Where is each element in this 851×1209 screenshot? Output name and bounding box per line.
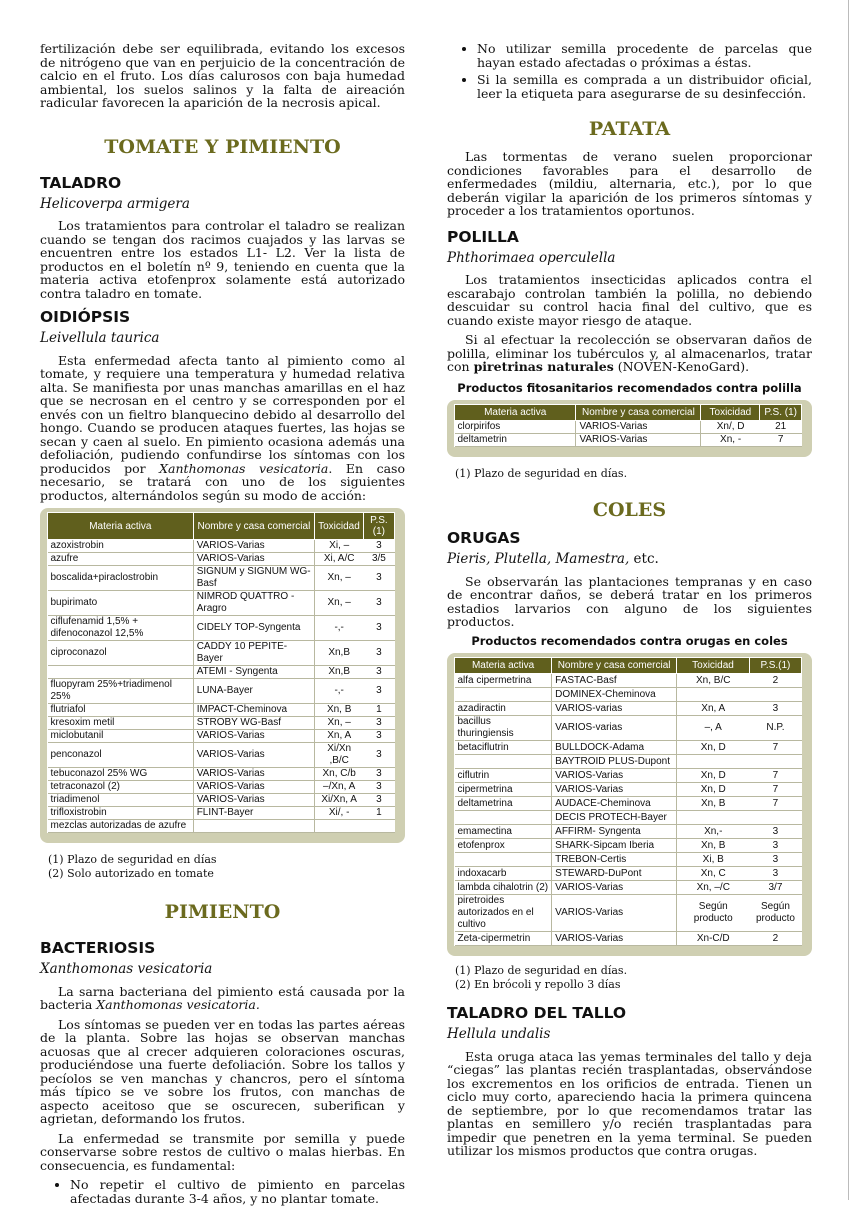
table-cell: VARIOS-Varias: [552, 783, 677, 797]
table-cell: mezclas autorizadas de azufre: [48, 820, 194, 833]
table-cell: VARIOS-Varias: [193, 553, 314, 566]
table-cell: ciproconazol: [48, 641, 194, 666]
oidiopsis-paragraph: Esta enfermedad afecta tanto al pimiento como al tomate, y requiere una temperatura y humedad relativa alta. Se manifiesta por unas manchas amarillas en el haz que se necrosan en el centro y se corresponden por el envés con un fieltro blanquecino debido al desarrollo del hongo. Cuando se producen ataques fuertes, las hojas se secan y caen al suelo. En pimiento ocasiona además una defoliación, pudiendo confundirse los síntomas con los producidos por Xanthomonas vesicatoria. En caso necesario, se tratará con uno de los siguientes productos, alternándolos según su modo de acción:: [40, 352, 405, 503]
table-cell: Xn, B: [677, 797, 750, 811]
table-header-cell: Toxicidad: [315, 513, 364, 540]
table-cell: Xi, B: [677, 853, 750, 867]
oidiopsis-products-table: [47, 512, 395, 833]
table-header-cell: Nombre y casa comercial: [576, 405, 701, 421]
table-row: [48, 743, 395, 768]
table-row: [48, 666, 395, 679]
table-row: [455, 421, 802, 434]
table-row: [48, 540, 395, 553]
table-row: [455, 769, 802, 783]
table-cell: Xn, –: [315, 591, 364, 616]
table-cell: Xn, C: [677, 867, 750, 881]
table-cell: Según producto: [749, 895, 801, 932]
table-cell: 3: [363, 768, 394, 781]
table-cell: 2: [749, 674, 801, 688]
table3-note-2: (2) En brócoli y repollo 3 días: [455, 978, 621, 991]
table-row: [48, 591, 395, 616]
italic-xanthomonas: Xanthomonas vesicatoria: [159, 460, 329, 476]
latin-pieris: Pieris, Plutella, Mamestra, etc.: [447, 551, 659, 567]
table-cell: Xn, –/C: [677, 881, 750, 895]
table-cell: bupirimato: [48, 591, 194, 616]
polilla-paragraph-2: Si al efectuar la recolección se observaran daños de polilla, eliminar los tubérculos y, al almacenarlos, tratar con piretrinas naturales (NOVEN-KenoGard).: [447, 332, 812, 374]
table-cell: deltametrina: [455, 797, 552, 811]
table-row: [455, 741, 802, 755]
table-cell: Xn, B/C: [677, 674, 750, 688]
table-cell: BAYTROID PLUS-Dupont: [552, 755, 677, 769]
latin-helicoverpa: Helicoverpa armigera: [40, 195, 190, 212]
table-cell: 3: [749, 853, 801, 867]
table-cell: azoxistrobin: [48, 540, 194, 553]
table-row: [48, 553, 395, 566]
left-column: [40, 42, 405, 1209]
table-row: [455, 755, 802, 769]
table2-note: (1) Plazo de seguridad en días.: [455, 467, 628, 480]
table-cell: –, A: [677, 716, 750, 741]
table-cell: 3: [363, 794, 394, 807]
heading-taladro-del-tallo: TALADRO DEL TALLO: [447, 1004, 627, 1022]
table-cell: Xn,B: [315, 641, 364, 666]
table-row: [48, 807, 395, 820]
table-cell: 3: [363, 566, 394, 591]
table-row: [455, 811, 802, 825]
table-cell: ciflutrin: [455, 769, 552, 783]
table-row: [48, 730, 395, 743]
table-cell: [363, 820, 394, 833]
table-cell: 3: [363, 743, 394, 768]
table-cell: VARIOS-Varias: [193, 540, 314, 553]
orugas-table-caption: Productos recomendados contra orugas en coles: [471, 633, 788, 648]
table-cell: 3: [749, 825, 801, 839]
table-cell: 3: [749, 839, 801, 853]
table-cell: [749, 688, 801, 702]
table-cell: [315, 820, 364, 833]
section-title-tomate-pimiento: TOMATE Y PIMIENTO: [104, 135, 341, 158]
table1-note-2: (2) Solo autorizado en tomate: [48, 867, 214, 880]
table-row: [455, 867, 802, 881]
table-cell: Zeta-cipermetrin: [455, 932, 552, 946]
table-cell: flutriafol: [48, 704, 194, 717]
table-cell: 3: [363, 540, 394, 553]
table-cell: DOMINEX-Cheminova: [552, 688, 677, 702]
orugas-paragraph: Se observarán las plantaciones tempranas y en caso de encontrar daños, se deberá tratar en los primeros estadios larvarios con alguno de los siguientes productos.: [447, 573, 812, 629]
heading-oidiopsis: OIDIÓPSIS: [40, 308, 131, 326]
table-cell: FLINT-Bayer: [193, 807, 314, 820]
polilla-products-table-box: [447, 400, 812, 457]
tallo-paragraph: Esta oruga ataca las yemas terminales del tallo y deja “ciegas” las plantas recién trasplantadas, observándose los excrementos en los orificios de entrada. Tienen un ciclo muy corto, apareciendo hacia la primera quincena de septiembre, por lo que recomendamos tratar las plantas en semillero y/o recién trasplantadas para impedir que penetren en la yema terminal. Se pueden utilizar los mismos productos que contra orugas.: [447, 1048, 812, 1158]
table-cell: lambda cihalotrin (2): [455, 881, 552, 895]
heading-taladro: TALADRO: [40, 173, 122, 192]
table-cell: [677, 755, 750, 769]
table-cell: VARIOS-Varias: [552, 881, 677, 895]
table-cell: Xn, D: [677, 769, 750, 783]
table-cell: deltametrin: [455, 434, 576, 447]
table-cell: Xn,-: [677, 825, 750, 839]
table-cell: Xn/, D: [701, 421, 760, 434]
section-title-pimiento: PIMIENTO: [164, 901, 281, 923]
table-header-cell: Nombre y casa comercial: [193, 513, 314, 540]
table-row: [48, 566, 395, 591]
bacteriosis-paragraph-1: La sarna bacteriana del pimiento está causada por la bacteria Xanthomonas vesicatoria.: [40, 983, 405, 1012]
table-cell: Xn,B: [315, 666, 364, 679]
table-cell: Xi, A/C: [315, 553, 364, 566]
table-cell: tetraconazol (2): [48, 781, 194, 794]
table-cell: Xn, -: [701, 434, 760, 447]
oidiopsis-products-table-box: [40, 508, 405, 843]
table-header-cell: Toxicidad: [677, 658, 750, 674]
table-cell: [749, 811, 801, 825]
polilla-paragraph-1: Los tratamientos insecticidas aplicados contra el escarabajo controlan también la polilla, no debiendo descuidar su control hacia final del cultivo, que es cuando existe mayor riesgo de ataque.: [447, 272, 812, 328]
table-cell: 3: [363, 641, 394, 666]
table-cell: 3: [363, 730, 394, 743]
table-row: [455, 881, 802, 895]
table-cell: VARIOS-Varias: [193, 781, 314, 794]
table-cell: DECIS PROTECH-Bayer: [552, 811, 677, 825]
table-cell: Xn, B: [677, 839, 750, 853]
table-cell: Xn, –: [315, 566, 364, 591]
table-header-cell: Nombre y casa comercial: [552, 658, 677, 674]
table-cell: VARIOS-Varias: [552, 895, 677, 932]
table-row: [48, 820, 395, 833]
polilla-table-caption: Productos fitosanitarios recomendados contra polilla: [457, 380, 802, 395]
table-header-cell: P.S. (1): [363, 513, 394, 540]
table-cell: [455, 688, 552, 702]
table-cell: VARIOS-Varias: [193, 768, 314, 781]
table-row: [48, 704, 395, 717]
latin-xanthomonas: Xanthomonas vesicatoria: [40, 961, 213, 977]
table-header-cell: Materia activa: [48, 513, 194, 540]
table-cell: VARIOS-Varias: [576, 421, 701, 434]
table-cell: 3: [363, 591, 394, 616]
table-cell: 7: [749, 741, 801, 755]
table-cell: 3: [749, 867, 801, 881]
table-cell: 7: [749, 783, 801, 797]
page-edge-line: [848, 0, 849, 1200]
table-cell: LUNA-Bayer: [193, 679, 314, 704]
table-cell: penconazol: [48, 743, 194, 768]
taladro-paragraph: Los tratamientos para controlar el taladro se realizan cuando se tengan dos racimos cuajados y las larvas se encuentren entre los estados L1- L2. Ver la lista de productos en el boletín nº 9, teniendo en cuenta que la materia activa etofenprox solamente está autorizado contra taladro en tomate.: [40, 218, 405, 301]
table-cell: azadiractin: [455, 702, 552, 716]
heading-orugas: ORUGAS: [447, 529, 521, 547]
table-cell: Xi, –: [315, 540, 364, 553]
table-cell: miclobutanil: [48, 730, 194, 743]
bacteriosis-paragraph-3: La enfermedad se transmite por semilla y puede conservarse sobre restos de cultivo o malas hierbas. En consecuencia, es fundamental:: [40, 1130, 405, 1173]
table-row: [455, 825, 802, 839]
table-cell: [455, 853, 552, 867]
table-cell: SHARK-Sipcam Iberia: [552, 839, 677, 853]
table-row: [48, 641, 395, 666]
table-cell: 3: [363, 781, 394, 794]
table-cell: 3: [363, 717, 394, 730]
table-cell: STEWARD-DuPont: [552, 867, 677, 881]
table-header-cell: Materia activa: [455, 405, 576, 421]
table-cell: –/Xn, A: [315, 781, 364, 794]
table-cell: Xi/Xn, A: [315, 794, 364, 807]
table-cell: indoxacarb: [455, 867, 552, 881]
table-cell: VARIOS-Varias: [576, 434, 701, 447]
table-cell: 3/7: [749, 881, 801, 895]
table-cell: -,-: [315, 616, 364, 641]
table-row: [455, 702, 802, 716]
table-cell: CIDELY TOP-Syngenta: [193, 616, 314, 641]
polilla-products-table: [454, 404, 802, 447]
table-cell: -,-: [315, 679, 364, 704]
table-cell: TREBON-Certis: [552, 853, 677, 867]
table-row: [48, 679, 395, 704]
table-cell: Xn, A: [315, 730, 364, 743]
heading-polilla: POLILLA: [447, 227, 519, 246]
table-cell: Xn-C/D: [677, 932, 750, 946]
table-cell: fluopyram 25%+triadimenol 25%: [48, 679, 194, 704]
table-cell: [455, 755, 552, 769]
table-cell: azufre: [48, 553, 194, 566]
table-header-cell: Materia activa: [455, 658, 552, 674]
table-header-cell: P.S.(1): [749, 658, 801, 674]
table-cell: 7: [749, 769, 801, 783]
table-row: [48, 616, 395, 641]
intro-paragraph: fertilización debe ser equilibrada, evitando los excesos de nitrógeno que van en perjuicio de la concentración de calcio en el fruto. Los días calurosos con baja humedad ambiental, los suelos salinos y la falta de aireación radicular favorecen la aparición de la necrosis apical.: [40, 41, 405, 110]
table-cell: tebuconazol 25% WG: [48, 768, 194, 781]
bacteriosis-bullets: [40, 1178, 405, 1205]
heading-bacteriosis: BACTERIOSIS: [40, 939, 156, 957]
table-cell: [677, 811, 750, 825]
table-cell: alfa cipermetrina: [455, 674, 552, 688]
table-cell: Según producto: [677, 895, 750, 932]
table-row: [455, 853, 802, 867]
latin-phthorimaea: Phthorimaea operculella: [447, 249, 616, 266]
table-cell: bacillus thuringiensis: [455, 716, 552, 741]
right-column: [447, 42, 812, 1164]
table-cell: ciflufenamid 1,5% + difenoconazol 12,5%: [48, 616, 194, 641]
bullet-item: • No repetir el cultivo de pimiento en parcelas afectadas durante 3-4 años, y no plantar tomate.: [70, 1178, 405, 1205]
table-cell: 1: [363, 807, 394, 820]
table-cell: Xi/, -: [315, 807, 364, 820]
table-cell: 1: [363, 704, 394, 717]
table-cell: Xn, D: [677, 741, 750, 755]
table-cell: AUDACE-Cheminova: [552, 797, 677, 811]
table-cell: trifloxistrobin: [48, 807, 194, 820]
table-cell: VARIOS-varias: [552, 716, 677, 741]
table-cell: [193, 820, 314, 833]
table-cell: NIMROD QUATTRO -Aragro: [193, 591, 314, 616]
table-cell: 7: [749, 797, 801, 811]
table-cell: Xn, B: [315, 704, 364, 717]
latin-hellula: Hellula undalis: [447, 1026, 551, 1042]
table-row: [455, 688, 802, 702]
table-cell: BULLDOCK-Adama: [552, 741, 677, 755]
orugas-products-table-box: [447, 653, 812, 956]
table-cell: Xn, C/b: [315, 768, 364, 781]
table-cell: 3/5: [363, 553, 394, 566]
table-cell: Xi/Xn ,B/C: [315, 743, 364, 768]
table-cell: triadimenol: [48, 794, 194, 807]
table-header-cell: P.S. (1): [760, 405, 802, 421]
table-cell: 3: [363, 679, 394, 704]
table-cell: CADDY 10 PEPITE-Bayer: [193, 641, 314, 666]
table-cell: betaciflutrin: [455, 741, 552, 755]
table-cell: VARIOS-Varias: [552, 769, 677, 783]
table-row: [48, 768, 395, 781]
table-row: [48, 794, 395, 807]
table-row: [455, 674, 802, 688]
table-row: [455, 434, 802, 447]
table-row: [48, 781, 395, 794]
table-cell: VARIOS-varias: [552, 702, 677, 716]
table-cell: FASTAC-Basf: [552, 674, 677, 688]
table-row: [455, 716, 802, 741]
table-cell: AFFIRM- Syngenta: [552, 825, 677, 839]
table-cell: 3: [363, 616, 394, 641]
table-cell: piretroides autorizados en el cultivo: [455, 895, 552, 932]
table-row: [455, 895, 802, 932]
bullet-item: • No utilizar semilla procedente de parcelas que hayan estado afectadas o próximas a éstas.: [477, 42, 812, 69]
bacteriosis-bullets-cont: [447, 42, 812, 100]
table-cell: clorpirifos: [455, 421, 576, 434]
table-row: [455, 783, 802, 797]
table-row: [455, 797, 802, 811]
table-cell: 21: [760, 421, 802, 434]
table-cell: emamectina: [455, 825, 552, 839]
table-cell: VARIOS-Varias: [552, 932, 677, 946]
table-row: [455, 932, 802, 946]
table-cell: [455, 811, 552, 825]
table-cell: ATEMI - Syngenta: [193, 666, 314, 679]
bacteriosis-paragraph-2: Los síntomas se pueden ver en todas las partes aéreas de la planta. Sobre las hojas se observan manchas acuosas que al crecer adquieren coloraciones oscuras, produciéndose una fuerte defoliación. Sobre los tallos y pecíolos se ven manchas y chancros, pero el síntoma más típico se ve sobre los frutos, con manchas de aspecto aceitoso que se oscurecen, suberifican y agrietan, deformando los frutos.: [40, 1016, 405, 1126]
table-cell: VARIOS-Varias: [193, 730, 314, 743]
table-cell: [677, 688, 750, 702]
table-header-cell: Toxicidad: [701, 405, 760, 421]
table-cell: kresoxim metil: [48, 717, 194, 730]
section-title-coles: COLES: [592, 499, 667, 521]
table-cell: Xn, A: [677, 702, 750, 716]
table-row: [455, 839, 802, 853]
table-cell: [48, 666, 194, 679]
table-cell: etofenprox: [455, 839, 552, 853]
table-cell: cipermetrina: [455, 783, 552, 797]
orugas-products-table: [454, 657, 802, 946]
table-cell: IMPACT-Cheminova: [193, 704, 314, 717]
table-cell: N.P.: [749, 716, 801, 741]
table-cell: SIGNUM y SIGNUM WG-Basf: [193, 566, 314, 591]
section-title-patata: PATATA: [588, 118, 671, 140]
table-cell: 3: [363, 666, 394, 679]
bullet-item: • Si la semilla es comprada a un distribuidor oficial, leer la etiqueta para asegurarse de su desinfección.: [477, 73, 812, 100]
table-cell: 2: [749, 932, 801, 946]
table-cell: Xn, –: [315, 717, 364, 730]
table-cell: VARIOS-Varias: [193, 743, 314, 768]
table-cell: 3: [749, 702, 801, 716]
table-cell: boscalida+piraclostrobin: [48, 566, 194, 591]
table-row: [48, 717, 395, 730]
table-cell: 7: [760, 434, 802, 447]
table-cell: [749, 755, 801, 769]
patata-paragraph: Las tormentas de verano suelen proporcionar condiciones favorables para el desarrollo de enfermedades (mildiu, alternaria, etc.), por lo que deberán vigilar la aparición de los primeros síntomas y proceder a los tratamientos oportunos.: [447, 149, 812, 218]
latin-leivellula: Leivellula taurica: [40, 330, 160, 346]
table-cell: Xn, D: [677, 783, 750, 797]
table1-note-1: (1) Plazo de seguridad en días: [48, 853, 217, 866]
table-cell: STROBY WG-Basf: [193, 717, 314, 730]
table3-note-1: (1) Plazo de seguridad en días.: [455, 964, 628, 977]
table-cell: VARIOS-Varias: [193, 794, 314, 807]
